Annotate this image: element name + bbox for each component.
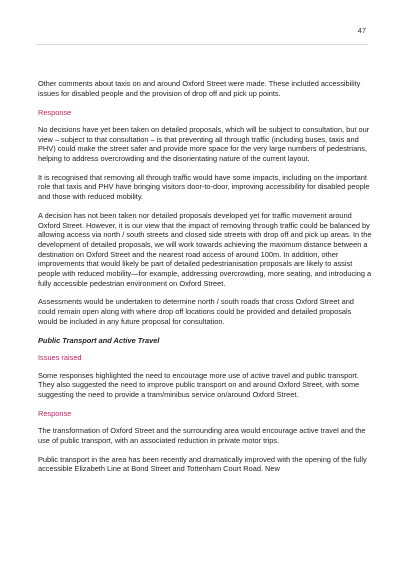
- document-body: [38, 79, 372, 483]
- paragraph-assessments: Assessments would be undertaken to determine north / south roads that cross Oxford Street and could remain open along with where drop off locations could be provided and detailed proposals would be included in any future proposal for consultation.: [38, 297, 354, 326]
- paragraph-taxi-comments: Other comments about taxis on and around Oxford Street were made. These included accessibility issues for disabled people and the provision of drop off and pick up points.: [38, 79, 361, 98]
- response-heading-2: Response: [38, 408, 72, 418]
- paragraph-transformation: The transformation of Oxford Street and the surrounding area would encourage active travel and the use of public transport, with an associated reduction in private motor trips.: [38, 426, 366, 445]
- response-heading: Response: [38, 107, 72, 117]
- paragraph-no-decisions: No decisions have yet been taken on detailed proposals, which will be subject to consultation, but our view – subject to that consultation – is that preventing all through traffic (including buses, taxis and PHV) could make the street safer and provide more space for the very large numbers of pedestrians, helping to address overcrowding and the disorientating nature of the current layout.: [38, 124, 370, 163]
- paragraph-public-transport: Public transport in the area has been recently and dramatically improved with the opening of the fully accessible Elizabeth Line at Bond Street and Tottenham Court Road. New: [38, 454, 367, 474]
- issues-raised-heading: Issues raised: [38, 353, 82, 363]
- page-number: 47: [357, 26, 366, 35]
- paragraph-active-travel: Some responses highlighted the need to encourage more use of active travel and public transport. They also suggested the need to improve public transport on and around Oxford Street, with some suggesting the need to provide a tram/minibus service on/around Oxford Street.: [38, 370, 360, 399]
- paragraph-decision-not-taken: A decision has not been taken nor detailed proposals developed yet for traffic movement around Oxford Street. However, it is our view that the impact of removing through traffic could be balanced by allowing access via north / south streets and closed side streets with drop off and pick up areas. In the development of detailed proposals, we will work towards achieving the maximum distance between a destination on Oxford Street and the nearest road access of around 100m. In addition, other improvements that would likely be part of detailed pedestrianisation proposals are likely to assist people with reduced mobility—for example, addressing overcrowding, more seating, and introducing a fully accessible pedestrian environment on Oxford Street.: [38, 210, 372, 288]
- section-subheading: Public Transport and Active Travel: [38, 335, 160, 345]
- paragraph-recognised-impacts: It is recognised that removing all through traffic would have some impacts, including on the important role that taxis and PHV have bringing visitors door-to-door, improving accessibility for disabled people and those with reduced mobility.: [38, 172, 370, 202]
- header-divider: [36, 44, 368, 45]
